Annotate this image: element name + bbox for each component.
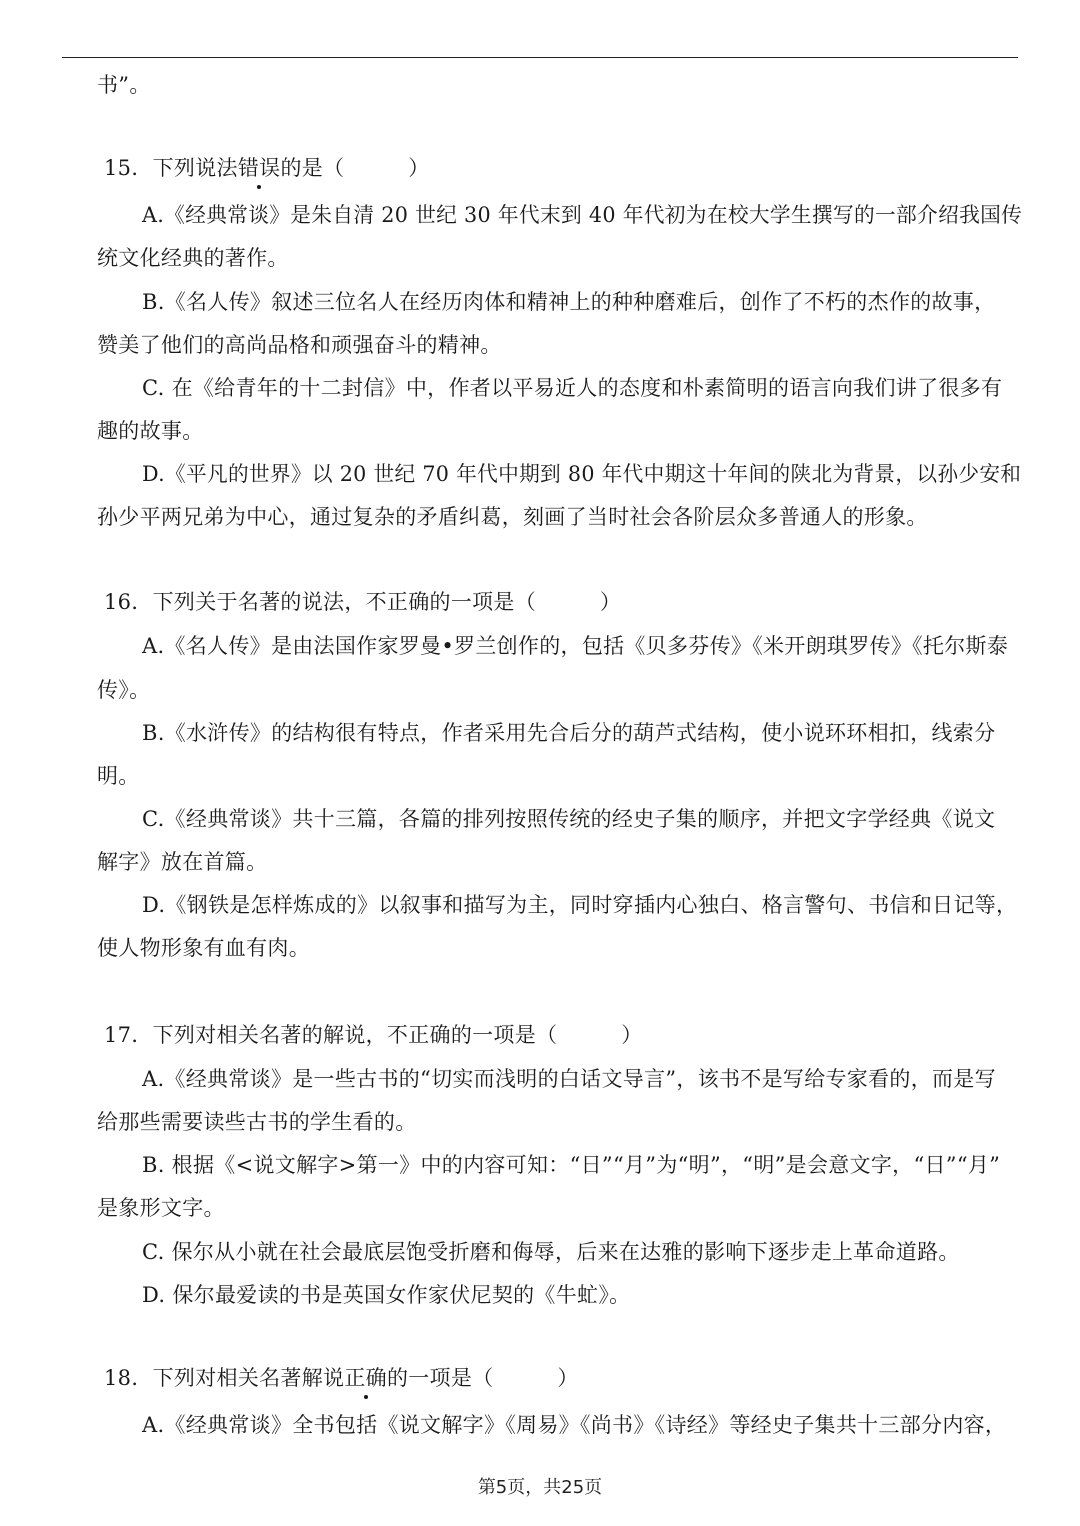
option-line: A.《经典常谈》全书包括《说文解字》《周易》《尚书》《诗经》等经史子集共十三部分内容， <box>142 1413 1007 1437</box>
option-line: D. 保尔最爱读的书是英国女作家伏尼契的《牛虻》。 <box>142 1283 631 1307</box>
option-line: C. 保尔从小就在社会最底层饱受折磨和侮辱，后来在达雅的影响下逐步走上革命道路。 <box>142 1240 960 1264</box>
option-line: B.《水浒传》的结构很有特点，作者采用先合后分的葫芦式结构，使小说环环相扣，线索分 <box>142 721 996 745</box>
continuation-text: 书”。 <box>97 73 151 97</box>
option-line: B. 根据《<说文解字>第一》中的内容可知：“日”“月”为“明”，“明”是会意文字，“日”“月” <box>142 1153 1001 1177</box>
option-line: 解字》放在首篇。 <box>97 850 268 874</box>
question-15-stem: 15．下列说法错误的是（ ） <box>104 153 430 183</box>
emphasis-mark: 正确 <box>344 1363 387 1393</box>
page-number: 第5页，共25页 <box>477 1477 603 1498</box>
question-16-stem: 16．下列关于名著的说法，不正确的一项是（ ） <box>104 590 622 614</box>
option-line: D.《平凡的世界》以 20 世纪 70 年代中期到 80 年代中期这十年间的陕北为背景，以孙少安和 <box>142 462 1022 486</box>
emphasis-mark: 错误 <box>238 153 281 183</box>
option-line: 给那些需要读些古书的学生看的。 <box>97 1110 417 1134</box>
option-line: 是象形文字。 <box>97 1196 225 1220</box>
option-line: 明。 <box>97 764 140 788</box>
option-line: D.《钢铁是怎样炼成的》以叙事和描写为主，同时穿插内心独白、格言警句、书信和日记等， <box>142 893 1018 917</box>
header-rule <box>62 57 1018 58</box>
option-line: B.《名人传》叙述三位名人在经历肉体和精神上的种种磨难后，创作了不朽的杰作的故事， <box>142 290 996 314</box>
option-line: C.《经典常谈》共十三篇，各篇的排列按照传统的经史子集的顺序，并把文字学经典《说文 <box>142 807 996 831</box>
option-line: C. 在《给青年的十二封信》中，作者以平易近人的态度和朴素简明的语言向我们讲了很多有 <box>142 376 1003 400</box>
option-line: A.《经典常谈》是一些古书的“切实而浅明的白话文导言”，该书不是写给专家看的，而是写 <box>142 1067 996 1091</box>
question-17-stem: 17．下列对相关名著的解说，不正确的一项是（ ） <box>104 1023 643 1047</box>
option-line: 赞美了他们的高尚品格和顽强奋斗的精神。 <box>97 333 502 357</box>
option-line: 使人物形象有血有肉。 <box>97 936 310 960</box>
option-line: A.《名人传》是由法国作家罗曼•罗兰创作的，包括《贝多芬传》《米开朗琪罗传》《托尔斯泰 <box>142 634 1009 658</box>
option-line: A.《经典常谈》是朱自清 20 世纪 30 年代末到 40 年代初为在校大学生撰写的一部介绍我国传 <box>142 203 1023 227</box>
option-line: 趣的故事。 <box>97 419 204 443</box>
option-line: 孙少平两兄弟为中心，通过复杂的矛盾纠葛，刻画了当时社会各阶层众多普通人的形象。 <box>97 505 928 529</box>
option-line: 统文化经典的著作。 <box>97 246 289 270</box>
question-18-stem: 18．下列对相关名著解说正确的一项是（ ） <box>104 1363 579 1393</box>
option-line: 传》。 <box>97 678 151 702</box>
